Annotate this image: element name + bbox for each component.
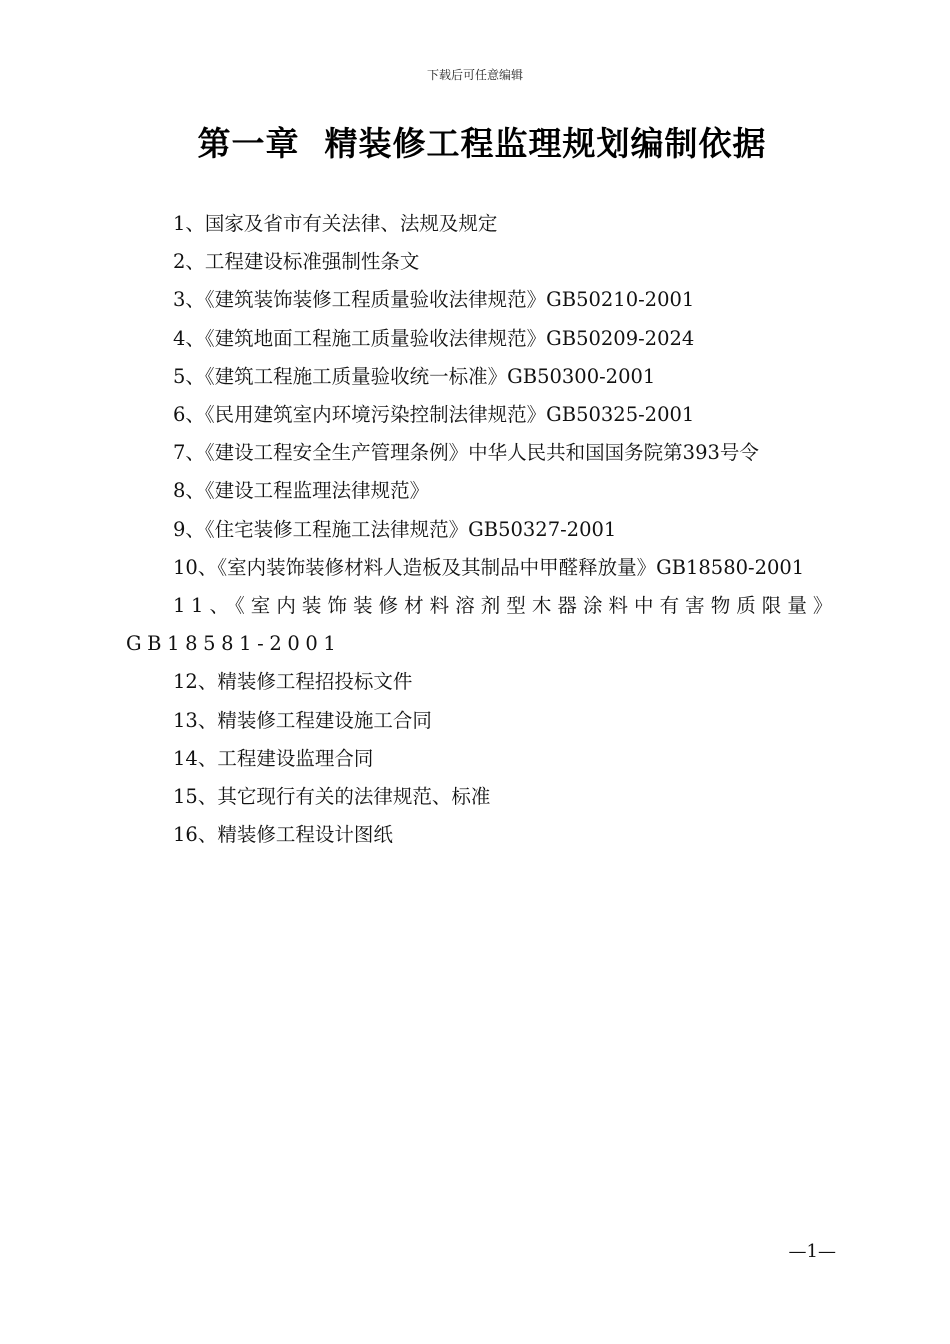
list-item: 13、精装修工程建设施工合同 bbox=[173, 708, 432, 732]
list-item: 8、《建设工程监理法律规范》 bbox=[173, 479, 430, 503]
list-item: 6、《民用建筑室内环境污染控制法律规范》GB50325-2001 bbox=[173, 403, 695, 427]
list-item: 3、《建筑装饰装修工程质量验收法律规范》GB50210-2001 bbox=[173, 288, 695, 312]
header-note: 下载后可任意编辑 bbox=[426, 68, 523, 82]
list-item: 10、《室内装饰装修材料人造板及其制品中甲醛释放量》GB18580-2001 bbox=[173, 555, 805, 579]
basis-list bbox=[126, 205, 838, 854]
list-item: 16、精装修工程设计图纸 bbox=[173, 823, 393, 847]
page-number: —1— bbox=[788, 1241, 836, 1262]
list-item: 5、《建筑工程施工质量验收统一标准》GB50300-2001 bbox=[173, 364, 656, 388]
list-item: 15、其它现行有关的法律规范、标准 bbox=[173, 785, 491, 809]
chapter-title: 第一章 精装修工程监理规划编制依据 bbox=[197, 124, 767, 163]
list-item: 7、《建设工程安全生产管理条例》中华人民共和国国务院第393号令 bbox=[173, 441, 759, 465]
list-item: 1、国家及省市有关法律、法规及规定 bbox=[173, 212, 498, 235]
list-item: 12、精装修工程招投标文件 bbox=[173, 670, 413, 694]
list-item: 11、《室内装饰装修材料溶剂型木器涂料中有害物质限量》GB18581-2001 bbox=[126, 594, 838, 656]
list-item: 14、工程建设监理合同 bbox=[173, 746, 374, 770]
list-item: 4、《建筑地面工程施工质量验收法律规范》GB50209-2024 bbox=[173, 326, 695, 350]
list-item: 9、《住宅装修工程施工法律规范》GB50327-2001 bbox=[173, 517, 617, 541]
list-item: 2、工程建设标准强制性条文 bbox=[173, 250, 420, 274]
